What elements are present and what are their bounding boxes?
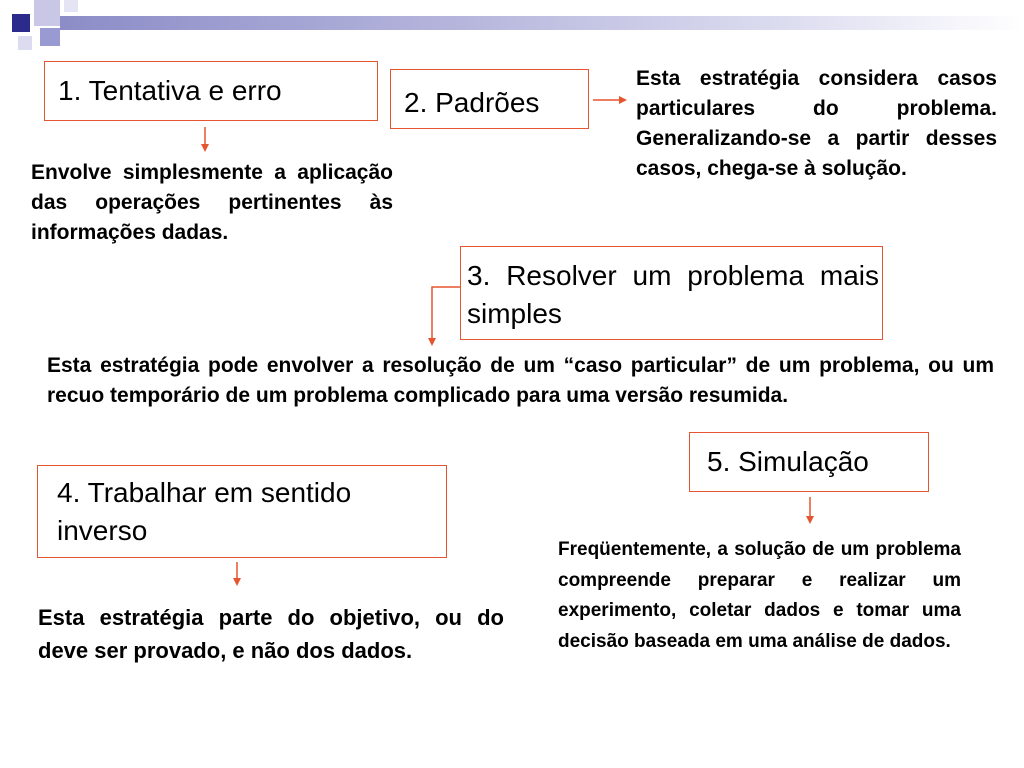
strategy-label-1: 1. Tentativa e erro (58, 75, 282, 106)
arrow-3-elbow (432, 287, 460, 344)
strategy-box-5 (689, 432, 929, 492)
strategy-description-1: Envolve simplesmente a aplicação das operações pertinentes às informações dadas. (31, 161, 393, 244)
strategy-label-5: 5. Simulação (707, 446, 869, 477)
strategy-description-5: Freqüentemente, a solução de um problema compreende preparar e realizar um experimento, coletar dados e tomar uma decisão baseada em uma análise de dados. (558, 539, 961, 652)
strategy-box-2 (390, 69, 589, 129)
strategy-box-4 (37, 465, 447, 558)
strategy-label-4: 4. Trabalhar em sentido inverso (57, 477, 352, 546)
strategy-label-2: 2. Padrões (404, 87, 540, 118)
strategy-box-1 (44, 61, 378, 121)
strategy-label-3: 3. Resolver um problema mais simples (467, 260, 879, 329)
strategy-description-4: Esta estratégia parte do objetivo, ou do deve ser provado, e não dos dados. (38, 605, 504, 663)
strategy-description-3: Esta estratégia pode envolver a resolução de um “caso particular” de um problema, ou um recuo temporário de um problema complicado para uma versão resumida. (47, 354, 994, 407)
strategy-description-2: Esta estratégia considera casos particulares do problema. Generalizando-se a partir desses casos, chega-se à solução. (636, 67, 997, 180)
strategy-box-3 (460, 246, 883, 340)
